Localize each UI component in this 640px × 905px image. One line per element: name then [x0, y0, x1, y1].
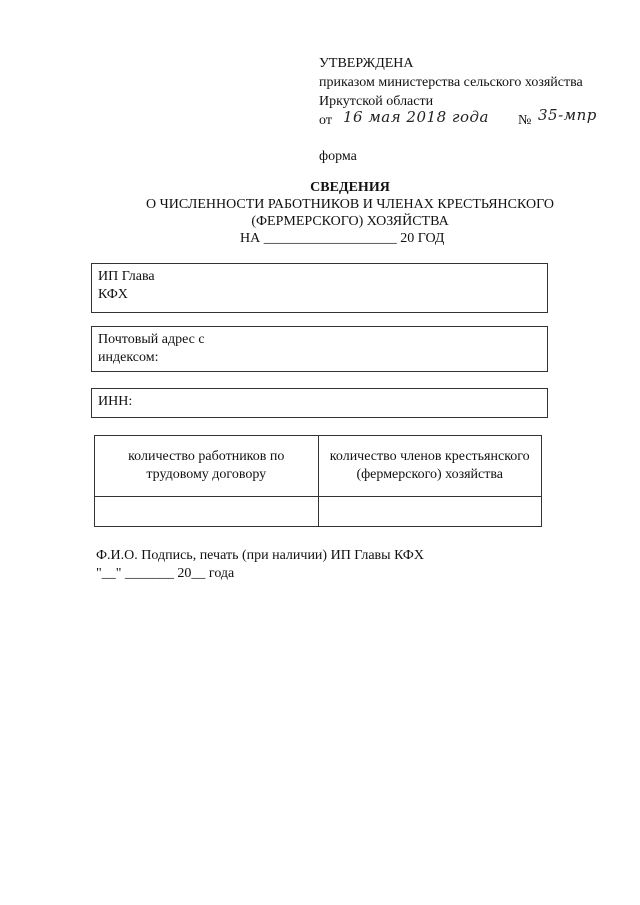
- heading-year-blank[interactable]: ___________________: [263, 231, 397, 246]
- inn-label: ИНН:: [98, 394, 133, 409]
- heading-line-2: О ЧИСЛЕННОСТИ РАБОТНИКОВ И ЧЛЕНАХ КРЕСТЬЯНСКОГО: [146, 197, 554, 212]
- form-label: форма: [319, 149, 357, 164]
- col1-value-cell[interactable]: [95, 497, 319, 527]
- address-field-box[interactable]: [91, 326, 548, 372]
- head-label-1: ИП Глава: [98, 269, 155, 284]
- heading-line-3: (ФЕРМЕРСКОГО) ХОЗЯЙСТВА: [251, 214, 449, 229]
- table-value-row: [95, 497, 542, 527]
- table-header-row: [95, 436, 542, 497]
- approval-region-line: Иркутской области: [319, 94, 434, 109]
- address-label-2: индексом:: [98, 350, 159, 365]
- headcount-table: [94, 435, 542, 527]
- col2-value-cell[interactable]: [318, 497, 542, 527]
- inn-field-box[interactable]: [91, 388, 548, 418]
- col2-header: количество членов крестьянского (фермерского) хозяйства: [318, 436, 542, 497]
- col1-header: количество работников по трудовому договору: [95, 436, 319, 497]
- head-label-2: КФХ: [98, 287, 128, 302]
- approval-from-label: от: [319, 113, 332, 128]
- handwritten-date: 16 мая 2018 года: [343, 108, 489, 126]
- head-field-box[interactable]: [91, 263, 548, 313]
- approval-title: УТВЕРЖДЕНА: [319, 56, 414, 71]
- approval-order-line: приказом министерства сельского хозяйства: [319, 75, 583, 90]
- approval-number-label: №: [518, 113, 532, 128]
- heading-line-4: [240, 230, 444, 247]
- handwritten-number: 35-мпр: [538, 106, 597, 124]
- address-label-1: Почтовый адрес с: [98, 332, 205, 347]
- date-line[interactable]: "__" _______ 20__ года: [96, 566, 235, 581]
- heading-year-suffix: 20 ГОД: [400, 231, 445, 246]
- heading-title: СВЕДЕНИЯ: [310, 180, 390, 195]
- heading-na: НА: [240, 231, 261, 246]
- signature-line: Ф.И.О. Подпись, печать (при наличии) ИП Главы КФХ: [96, 548, 424, 563]
